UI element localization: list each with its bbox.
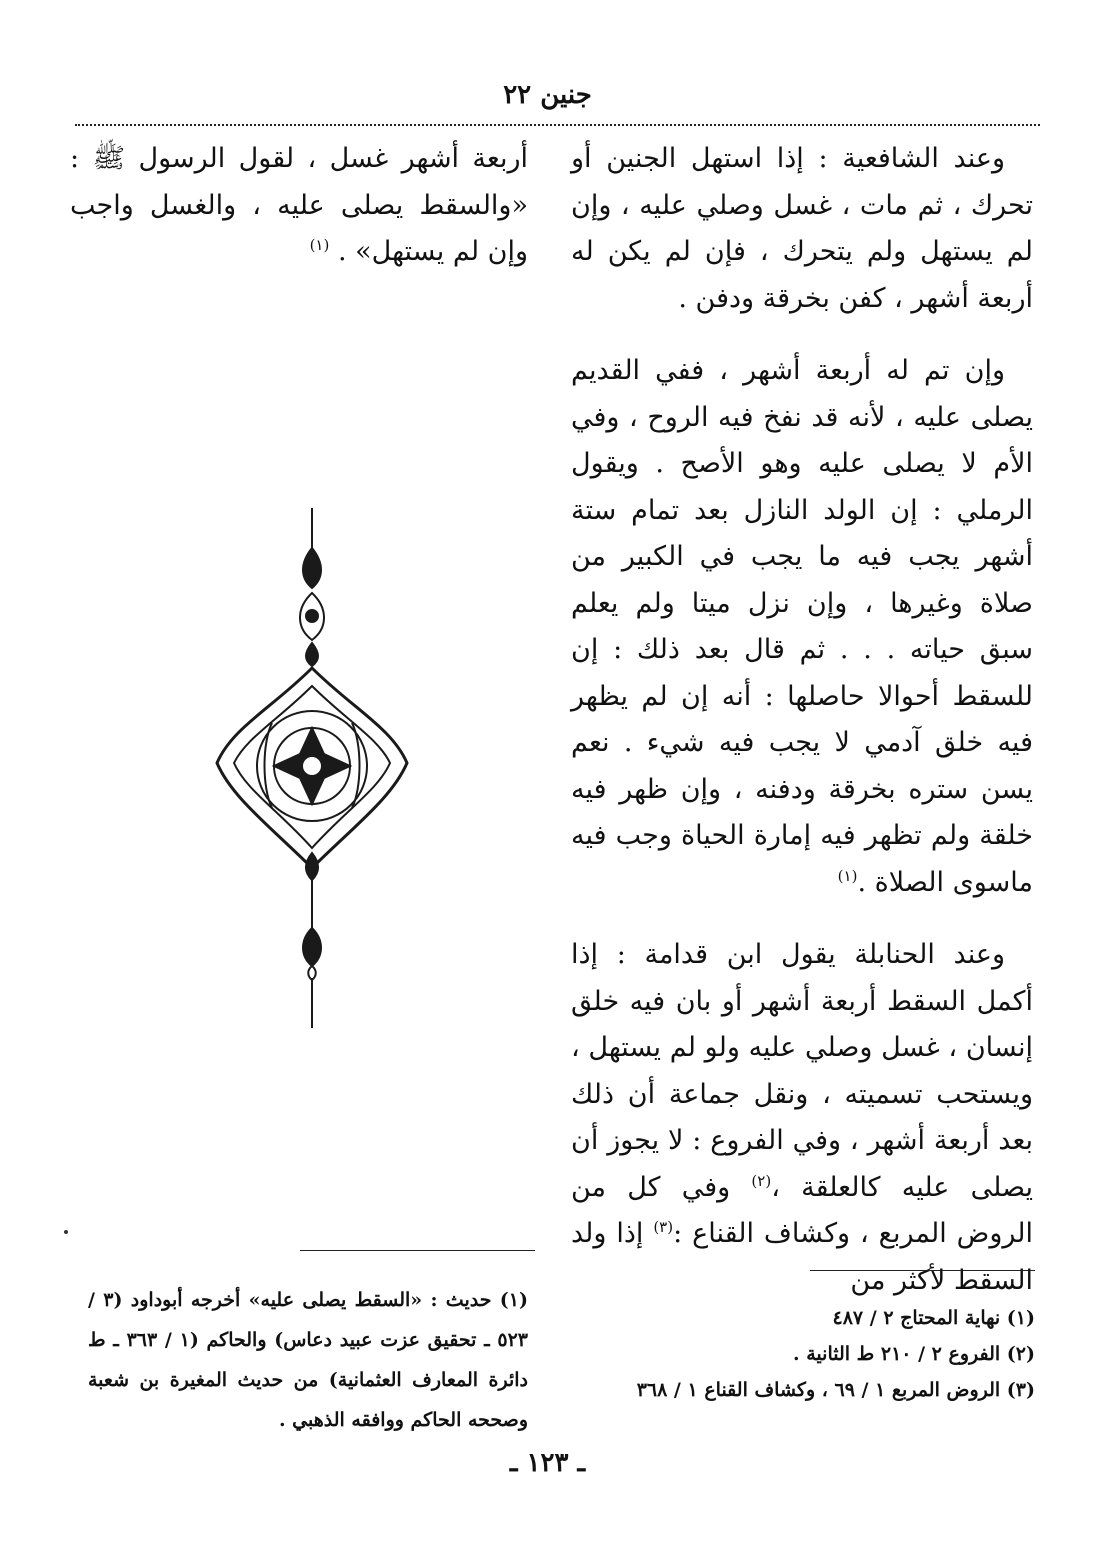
paragraph-hadith (70, 136, 528, 276)
right-text-column (571, 136, 1033, 1330)
footnote-ref-left-1: (١) (309, 236, 330, 254)
paragraph-ramli-text: وإن تم له أربعة أشهر ، ففي القديم يصلى عليه ، لأنه قد نفخ فيه الروح ، وفي الأم لا يصلى عليه وهو الأصح . ويقول الرملي : إن الولد النازل بعد تمام ستة أشهر يجب فيه ما يجب في الكبير من صلاة وغيرها ، وإن نزل ميتا ولم يعلم سبق حياته . . . ثم قال بعد ذلك : إن للسقط أحوالا حاصلها : أنه إن لم يظهر فيه خلق آدمي لا يجب فيه شيء . نعم يسن ستره بخرقة ودفنه ، وإن ظهر فيه خلقة ولم تظهر فيه إمارة الحياة وجب فيه ماسوى الصلاة . (571, 355, 1033, 898)
paragraph-hanabila-text: وعند الحنابلة يقول ابن قدامة : إذا أكمل السقط أربعة أشهر أو بان فيه خلق إنسان ، غسل وصلي عليه ولو لم يستهل ، ويستحب تسميته ، ونقل جماعة أن ذلك بعد أربعة أشهر ، وفي الفروع : لا يجوز أن يصلى عليه كالعلقة ، (571, 939, 1033, 1203)
footnotes-left (88, 1280, 528, 1440)
page-number: ـ ١٢٣ ـ (509, 1448, 586, 1478)
paragraph-shafii: وعند الشافعية : إذا استهل الجنين أو تحرك ، ثم مات ، غسل وصلي عليه ، وإن لم يستهل ولم يتحرك ، فإن لم يكن له أربعة أشهر ، كفن بخرقة ودفن . (571, 143, 1033, 314)
footnote-left-1: (١) حديث : «السقط يصلى عليه» أخرجه أبوداود (٣ / ٥٢٣ ـ تحقيق عزت عبيد دعاس) والحاكم (١ / ٣٦٣ ـ ط دائرة المعارف العثمانية) من حديث المغيرة بن شعبة وصححه الحاكم ووافقه الذهبي . (88, 1289, 529, 1431)
paragraph-hadith-text: أربعة أشهر غسل ، لقول الرسول ﷺ : «والسقط يصلى عليه ، والغسل واجب وإن لم يستهل» . (70, 143, 528, 267)
footnote-right-1: (١) نهاية المحتاج ٢ / ٤٨٧ (832, 1307, 1035, 1329)
footnote-ref-2: (٢) (751, 1171, 772, 1190)
paragraph-hanabila (571, 932, 1033, 1304)
left-text-column (70, 136, 528, 302)
footnotes-right (595, 1300, 1035, 1408)
stray-mark (64, 1230, 68, 1234)
paragraph-ramli (571, 348, 1033, 906)
footnote-ref-1: (١) (837, 866, 858, 885)
footnote-ref-3: (٣) (653, 1218, 674, 1236)
footnote-right-2: (٢) الفروع ٢ / ٢١٠ ط الثانية . (793, 1343, 1035, 1365)
footnote-right-3: (٣) الروض المربع ١ / ٦٩ ، وكشاف القناع ١ / ٣٦٨ (636, 1379, 1035, 1401)
header-dotted-rule (75, 124, 1040, 126)
running-header-title: جنين ٢٢ (503, 80, 592, 110)
paragraph-hanabila-middle: وفي كل من الروض المربع ، وكشاف القناع : (571, 1171, 1033, 1249)
footnote-rule-left (300, 1250, 535, 1251)
paragraph-hanabila-end: إذا ولد السقط لأكثر من (571, 1218, 1033, 1296)
arabesque-ornament-icon (212, 508, 412, 1028)
footnote-rule-right (810, 1270, 1035, 1271)
